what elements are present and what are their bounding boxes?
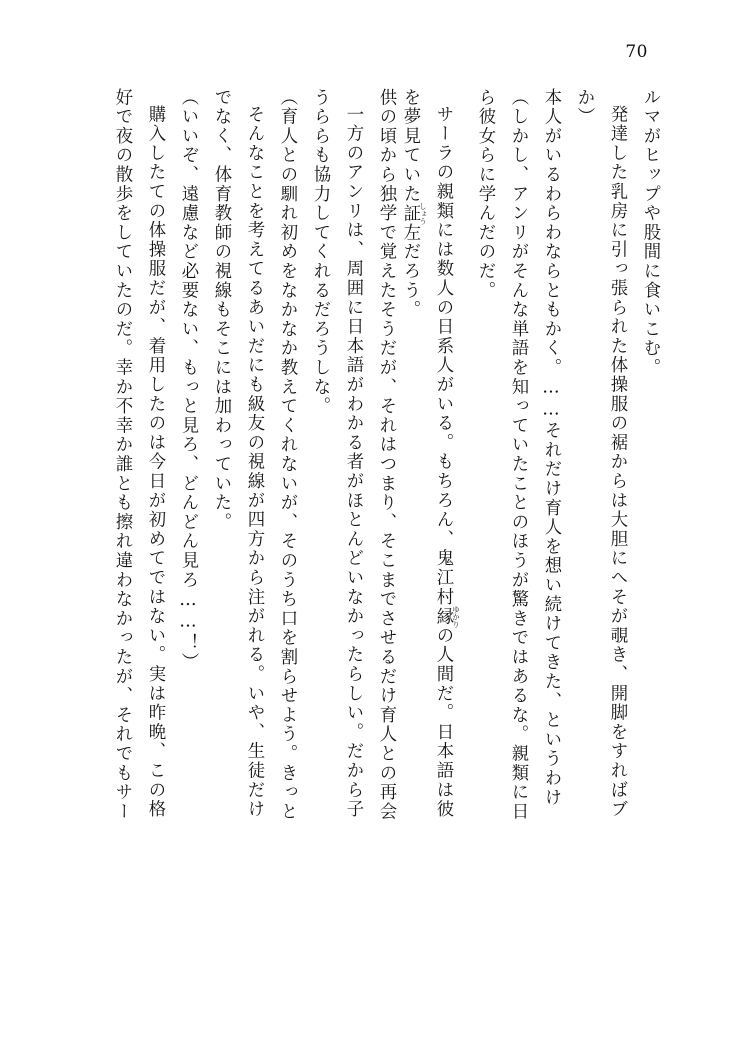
text-column: うららも協力してくれるだろうしな。 (310, 88, 330, 417)
vertical-text-block (70, 88, 658, 968)
ruby-annotation: 縁ゆかり (433, 605, 461, 628)
page-number: 70 (625, 42, 648, 62)
text-column: （いいぞ、遠慮など必要ない、もっと見ろ、どんどん見ろ……！） (178, 88, 198, 673)
text-column: （育人との馴れ初めをなかなか教えてくれないが、そのうち口を割らせよう。きっと (277, 88, 297, 822)
text-column: サーラの親類には数人の日系人がいる。もちろん、鬼江村縁ゆかりの人間だ。日本語は彼 (433, 105, 461, 820)
text-column: ら彼女らに学んだのだ。 (475, 88, 495, 301)
text-column: そんなことを考えてるあいだにも級友の視線が四方から注がれる。いや、生徒だけ (244, 105, 264, 820)
ruby-annotation: 証しょう (400, 202, 428, 225)
text-column: を夢見ていた証しょう左だろう。 (400, 88, 428, 320)
text-column: 供の頃から独学で覚えたそうだが、それはつまり、そこまでさせるだけ育人との再会 (376, 88, 396, 822)
text-column: 発達した乳房に引っ張られた体操服の裾からは大胆にへそが覗き、開脚をすればブ (607, 105, 627, 820)
text-column: 購入したての体操服だが、着用したのは今日が初めてではない。実は昨晩、この格 (145, 105, 165, 820)
text-column: でなく、体育教師の視線もそこには加わっていた。 (211, 88, 231, 532)
text-column: 好で夜の散歩をしていたのだ。幸か不幸か誰とも擦れ違わなかったが、それでもサー (112, 88, 132, 822)
text-column: 一方のアンリは、周囲に日本語がわかる者がほとんどいなかったらしい。だから子 (343, 105, 363, 820)
text-column: ルマがヒップや股間に食いこむ。 (640, 88, 660, 378)
text-column: か） (574, 88, 594, 127)
text-column: 本人がいるわらわならともかく。……それだけ育人を想い続けてきた、というわけ (541, 88, 561, 808)
text-column: （しかし、アンリがそんな単語を知っていたことのほうが驚きではあるな。親類に日 (508, 88, 528, 822)
